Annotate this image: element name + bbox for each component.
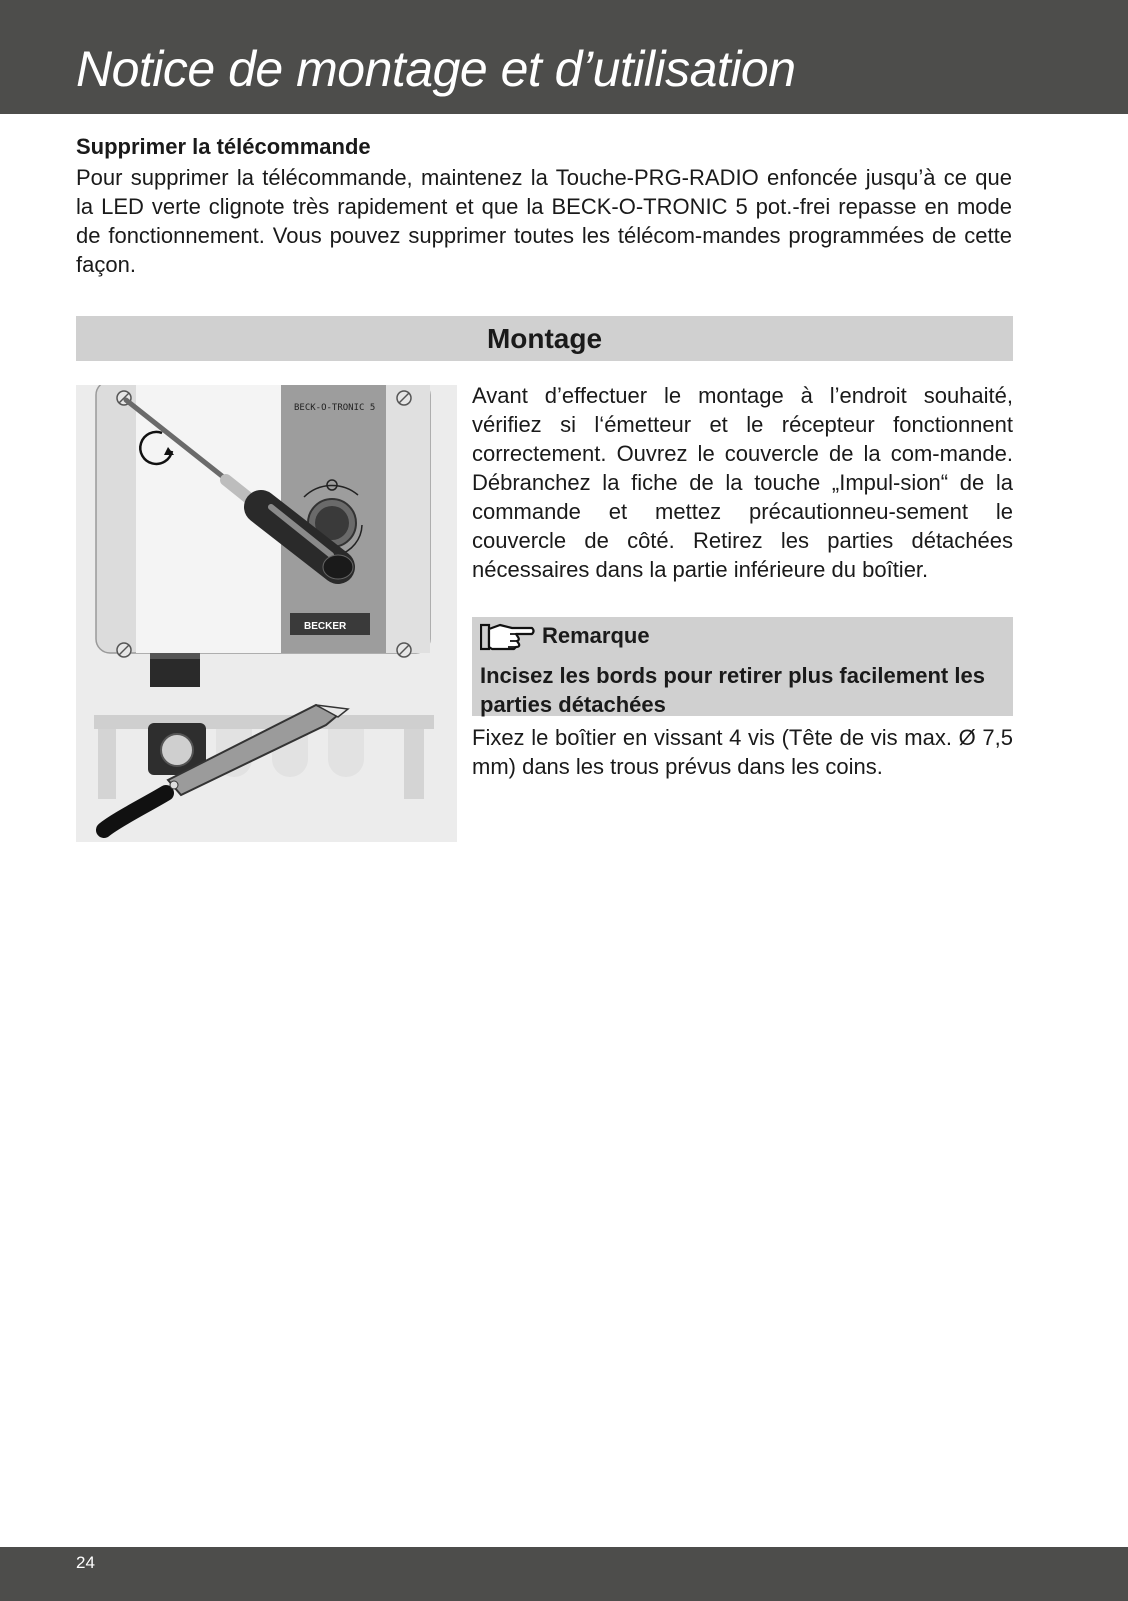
device-label: BECK-O-TRONIC 5 [294, 403, 376, 413]
note-label: Remarque [542, 623, 650, 648]
brand-label: BECKER [304, 621, 347, 632]
delete-remote-heading: Supprimer la télécommande [76, 134, 371, 159]
montage-section-bar [76, 316, 1013, 361]
page-title: Notice de montage et d’utilisation [76, 41, 796, 97]
note-text: Incisez les bords pour retirer plus facilement les parties détachées [480, 663, 985, 717]
montage-paragraph-1: Avant d’effectuer le montage à l’endroit souhaité, vérifiez si l‘émetteur et le récepteur fonctionnent correctement. Ouvrez le couvercle de la com-mande. Débranchez la fiche de la touche „Impul-sion“ de la commande et mettez précautionneu-sement le couvercle de côté. Retirez les parties détachées nécessaires dans la partie inférieure du boîtier. [472, 383, 1013, 582]
pointing-hand-icon [480, 620, 536, 652]
montage-paragraph-2: Fixez le boîtier en vissant 4 vis (Tête de vis max. Ø 7,5 mm) dans les trous prévus dans les coins. [472, 725, 1013, 779]
page-number: 24 [76, 1553, 95, 1572]
mounting-illustration [76, 385, 457, 842]
note-header [480, 620, 650, 652]
delete-remote-text: Pour supprimer la télécommande, maintenez la Touche-PRG-RADIO enfoncée jusqu’à ce que la LED verte clignote très rapidement et que la BECK-O-TRONIC 5 pot.-frei repasse en mode de fonctionnement. Vous pouvez supprimer toutes les télécom-mandes programmées de cette façon. [76, 165, 1012, 277]
footer-bar [0, 1547, 1128, 1601]
montage-title: Montage [486, 322, 603, 354]
note-box [472, 617, 1013, 716]
